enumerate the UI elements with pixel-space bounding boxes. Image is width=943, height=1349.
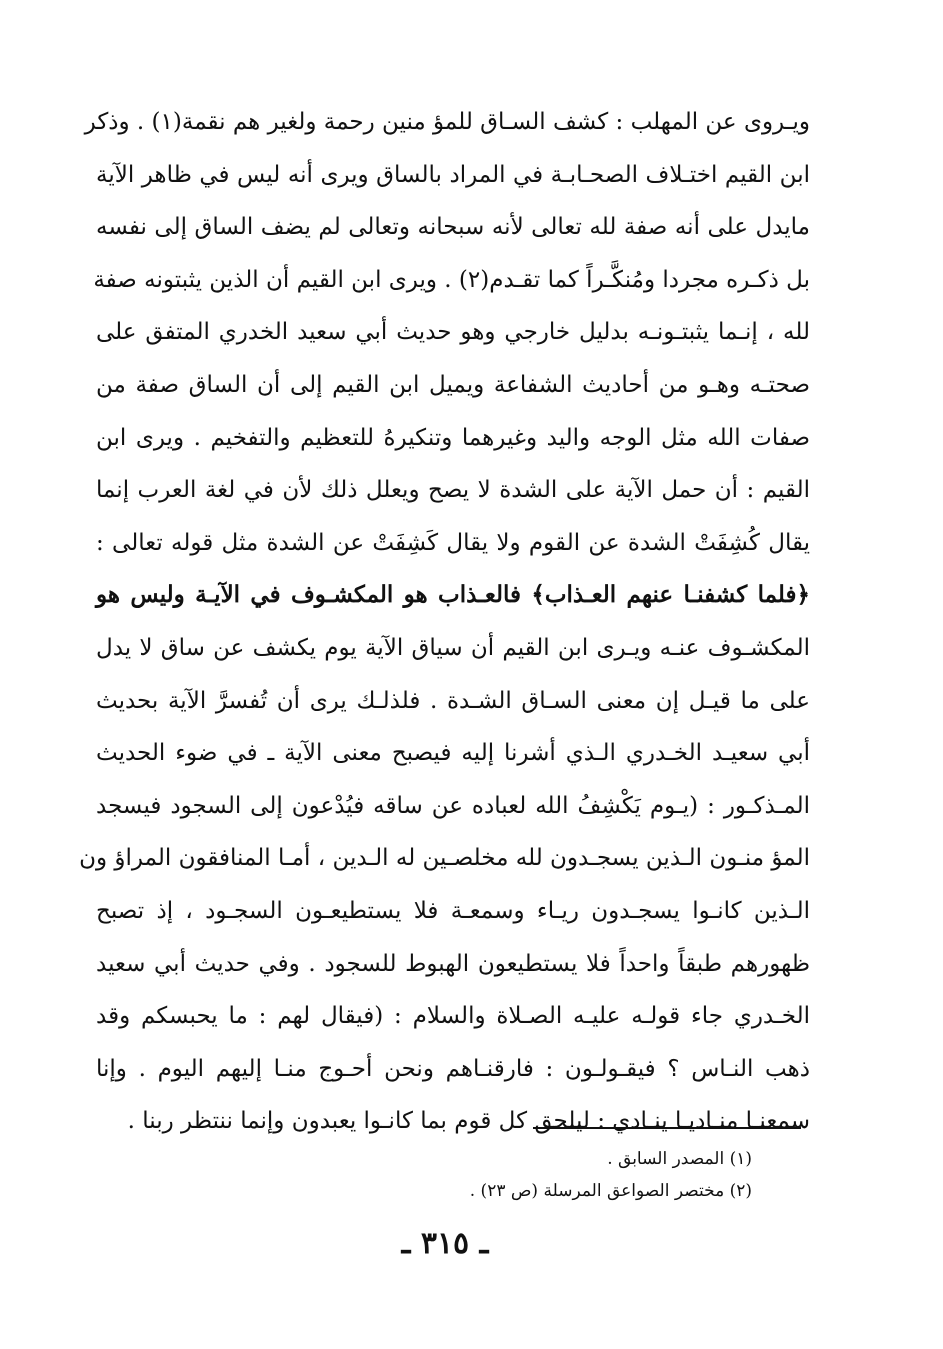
text-line: الـذين كانـوا يسجـدون ريـاء وسمعـة فلا يستطيعـون السجـود ، إذ تصبح xyxy=(96,897,810,924)
text-line: على ما قيـل إن معنى السـاق الشـدة . فلذلـك يرى أن تُفسرَّ الآية بحديث xyxy=(96,687,810,714)
text-line: ويـروى عن المهلب : كشف السـاق للمؤ منين رحمة ولغير هم نقمة(١) . وذكر xyxy=(84,109,810,135)
text-line: صفات الله مثل الوجه واليد وغيرهما وتنكيرهُ للتعظيم والتفخيم . ويرى ابن xyxy=(96,424,810,451)
text-line: المـذكـور : (يـوم يَكْشِفُ الله لعباده عن ساقه فيُدْعون إلى السجود فيسجد xyxy=(96,792,810,819)
text-line: ابن القيم اختـلاف الصحـابـة في المراد بالساق ويرى أنه ليس في ظاهر الآية xyxy=(96,161,810,188)
text-line: بل ذكـره مجردا ومُنكَّـراً كما تقـدم(٢) . ويرى ابن القيم أن الذين يثبتونه صفة xyxy=(93,266,810,293)
text-line: المؤ منـون الـذين يسجـدون لله مخلصـين له الـدين ، أمـا المنافقون المراؤ ون xyxy=(79,845,810,872)
footnote: (٢) مختصر الصواعق المرسلة (ص ٢٣) . xyxy=(469,1181,752,1201)
text-line: المكشـوف عنـه ويـرى ابن القيم أن سياق الآية يوم يكشف عن ساق لا يدل xyxy=(96,634,810,661)
text-line: سمعنـا منـاديـا ينـادي : ليلحق كل قوم بما كانـوا يعبدون وإنما ننتظر ربنا . xyxy=(127,1108,810,1135)
text-line: يقال كُشِفَتْ الشدة عن القوم ولا يقال كَشِفَتْ عن الشدة مثل قوله تعالى : xyxy=(96,529,810,556)
main-text xyxy=(79,96,810,1148)
footnote-separator xyxy=(533,1127,801,1129)
text-line: لله ، إنـما يثبتـونـه بدليل خارجي وهو حديث أبي سعيد الخدري المتفق على xyxy=(96,319,810,346)
footnotes xyxy=(400,1143,752,1207)
text-line: الخـدري جاء قولـه عليـه الصـلاة والسلام : (فيقال لهم : ما يحبسكم وقد xyxy=(96,1003,810,1030)
text-line: القيم : أن حمل الآية على الشدة لا يصح ويعلل ذلك لأن في لغة العرب إنما xyxy=(96,477,810,504)
text-line: ظهورهم طبقاً واحداً فلا يستطيعون الهبوط للسجود . وفي حديث أبي سعيد xyxy=(96,950,810,977)
page-number: ـ ٣١٥ ـ xyxy=(401,1226,489,1261)
footnote: (١) المصدر السابق . xyxy=(607,1149,752,1169)
text-line: ﴿فلما كشفنـا عنهم العـذاب﴾ فالعـذاب هو المكشـوف في الآيـة وليس هو xyxy=(96,581,810,609)
text-line: أبي سعيـد الخـدري الـذي أشرنا إليه فيصبح معنى الآية ـ في ضوء الحديث xyxy=(96,740,810,767)
text-line: صحتـه وهـو من أحاديث الشفاعة ويميل ابن القيم إلى أن الساق صفة من xyxy=(96,371,810,398)
text-line: مايدل على أنه صفة لله تعالى لأنه سبحانه وتعالى لم يضف الساق إلى نفسه xyxy=(96,214,810,241)
text-line: ذهب النـاس ؟ فيقـولـون : فارقنـاهم ونحن أحـوج منـا إليهم اليوم . وإنا xyxy=(96,1055,810,1082)
